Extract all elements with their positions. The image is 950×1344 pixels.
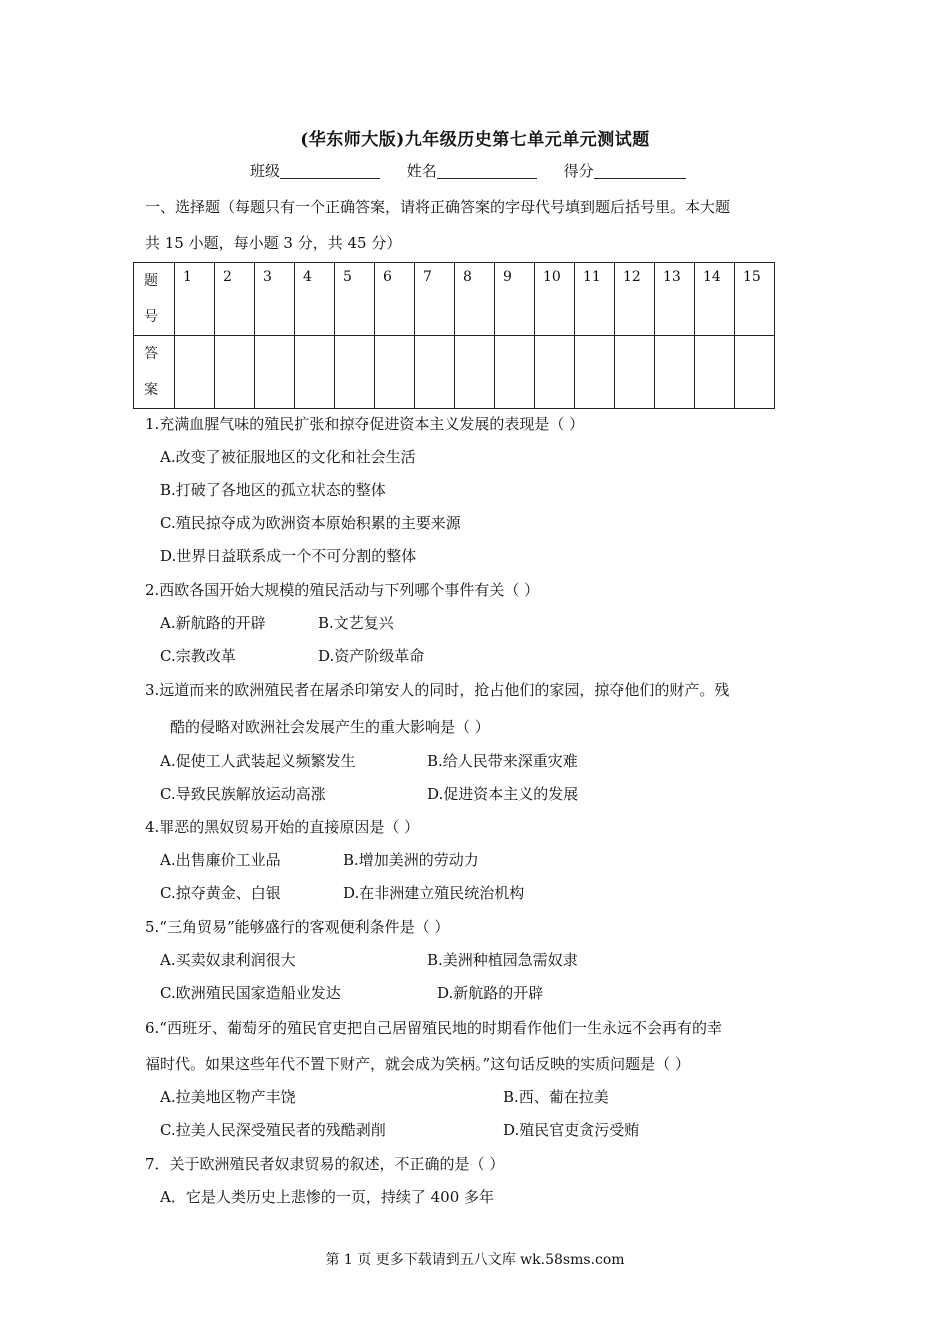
question-4-option-d: D.在非洲建立殖民统治机构: [343, 884, 525, 902]
question-3-option-b: B.给人民带来深重灾难: [427, 752, 578, 770]
question-6-option-c: C.拉美人民深受殖民者的残酷剥削: [160, 1121, 386, 1139]
question-7-option-a: A．它是人类历史上悲惨的一页，持续了 400 多年: [160, 1188, 495, 1206]
row-header-char: 答: [144, 346, 158, 362]
question-7: 7．关于欧洲殖民者奴隶贸易的叙述，不正确的是（ ）: [145, 1155, 505, 1173]
question-5: 5.“三角贸易”能够盛行的客观便利条件是（ ）: [145, 918, 450, 936]
number-cell: 12: [615, 263, 655, 336]
number-cell: 11: [575, 263, 615, 336]
answer-cell[interactable]: [575, 336, 615, 409]
number-cell: 9: [495, 263, 535, 336]
question-3-option-c: C.导致民族解放运动高涨: [160, 785, 326, 803]
question-5-option-b: B.美洲种植园急需奴隶: [427, 951, 578, 969]
question-3-option-d: D.促进资本主义的发展: [427, 785, 579, 803]
answer-cell[interactable]: [735, 336, 775, 409]
number-cell: 3: [255, 263, 295, 336]
answer-row: [134, 336, 775, 409]
question-6-option-d: D.殖民官吏贪污受贿: [503, 1121, 640, 1139]
number-cell: 10: [535, 263, 575, 336]
number-cell: 1: [175, 263, 215, 336]
question-6-line2: 福时代。如果这些年代不置下财产，就会成为笑柄。”这句话反映的实质问题是（ ）: [145, 1055, 690, 1073]
name-label: 姓名: [406, 162, 437, 180]
question-3-line1: 3.远道而来的欧洲殖民者在屠杀印第安人的同时，抢占他们的家园，掠夺他们的财产。残: [145, 681, 730, 699]
answer-cell[interactable]: [455, 336, 495, 409]
student-info-line: [250, 160, 708, 181]
answer-cell[interactable]: [615, 336, 655, 409]
question-5-option-c: C.欧洲殖民国家造船业发达: [160, 984, 341, 1002]
answer-cell[interactable]: [695, 336, 735, 409]
score-blank[interactable]: [594, 164, 686, 179]
page-title: (华东师大版)九年级历史第七单元单元测试题: [300, 130, 650, 150]
question-1-option-a: A.改变了被征服地区的文化和社会生活: [160, 448, 416, 466]
class-label: 班级: [250, 162, 281, 180]
answer-cell[interactable]: [215, 336, 255, 409]
question-3-option-a: A.促使工人武装起义频繁发生: [160, 752, 356, 770]
question-6-line1: 6.“西班牙、葡萄牙的殖民官吏把自己居留殖民地的时期看作他们一生永远不会再有的幸: [145, 1019, 722, 1037]
number-cell: 5: [335, 263, 375, 336]
question-number-row: [134, 263, 775, 336]
answer-cell[interactable]: [375, 336, 415, 409]
question-2-option-c: C.宗教改革: [160, 647, 236, 665]
answer-cell[interactable]: [335, 336, 375, 409]
question-5-option-a: A.买卖奴隶利润很大: [160, 951, 296, 969]
answer-cell[interactable]: [255, 336, 295, 409]
question-1-option-b: B.打破了各地区的孤立状态的整体: [160, 481, 386, 499]
section-instructions-line2: 共 15 小题，每小题 3 分，共 45 分）: [145, 234, 402, 252]
row-header-char: 题: [144, 273, 158, 289]
number-cell: 13: [655, 263, 695, 336]
row-header-char: 号: [144, 309, 158, 325]
number-cell: 14: [695, 263, 735, 336]
question-2: 2.西欧各国开始大规模的殖民活动与下列哪个事件有关（ ）: [145, 581, 540, 599]
number-cell: 7: [415, 263, 455, 336]
number-cell: 4: [295, 263, 335, 336]
number-cell: 15: [735, 263, 775, 336]
answer-cell[interactable]: [535, 336, 575, 409]
question-3-line2: 酷的侵略对欧洲社会发展产生的重大影响是（ ）: [170, 718, 490, 736]
row-header-question-number: [134, 263, 175, 336]
question-4: 4.罪恶的黑奴贸易开始的直接原因是（ ）: [145, 818, 420, 836]
number-cell: 8: [455, 263, 495, 336]
question-2-option-b: B.文艺复兴: [318, 614, 394, 632]
name-blank[interactable]: [437, 164, 537, 179]
answer-cell[interactable]: [295, 336, 335, 409]
score-label: 得分: [563, 162, 594, 180]
answer-cell[interactable]: [655, 336, 695, 409]
question-1-option-d: D.世界日益联系成一个不可分割的整体: [160, 547, 417, 565]
question-4-option-b: B.增加美洲的劳动力: [343, 851, 479, 869]
number-cell: 6: [375, 263, 415, 336]
class-blank[interactable]: [280, 164, 380, 179]
question-1-option-c: C.殖民掠夺成为欧洲资本原始积累的主要来源: [160, 514, 461, 532]
question-6-option-a: A.拉美地区物产丰饶: [160, 1088, 296, 1106]
row-header-char: 案: [144, 382, 158, 398]
question-4-option-c: C.掠夺黄金、白银: [160, 884, 281, 902]
question-1: 1.充满血腥气味的殖民扩张和掠夺促进资本主义发展的表现是（ ）: [145, 415, 585, 433]
answer-table: [133, 262, 775, 409]
question-5-option-d: D.新航路的开辟: [437, 984, 544, 1002]
question-6-option-b: B.西、葡在拉美: [503, 1088, 609, 1106]
row-header-answer: [134, 336, 175, 409]
answer-cell[interactable]: [175, 336, 215, 409]
question-2-option-a: A.新航路的开辟: [160, 614, 266, 632]
section-instructions-line1: 一、选择题（每题只有一个正确答案，请将正确答案的字母代号填到题后括号里。本大题: [145, 198, 731, 216]
answer-cell[interactable]: [415, 336, 455, 409]
number-cell: 2: [215, 263, 255, 336]
question-4-option-a: A.出售廉价工业品: [160, 851, 281, 869]
answer-cell[interactable]: [495, 336, 535, 409]
page-footer: 第 1 页 更多下载请到五八文库 wk.58sms.com: [325, 1252, 625, 1268]
question-2-option-d: D.资产阶级革命: [318, 647, 425, 665]
